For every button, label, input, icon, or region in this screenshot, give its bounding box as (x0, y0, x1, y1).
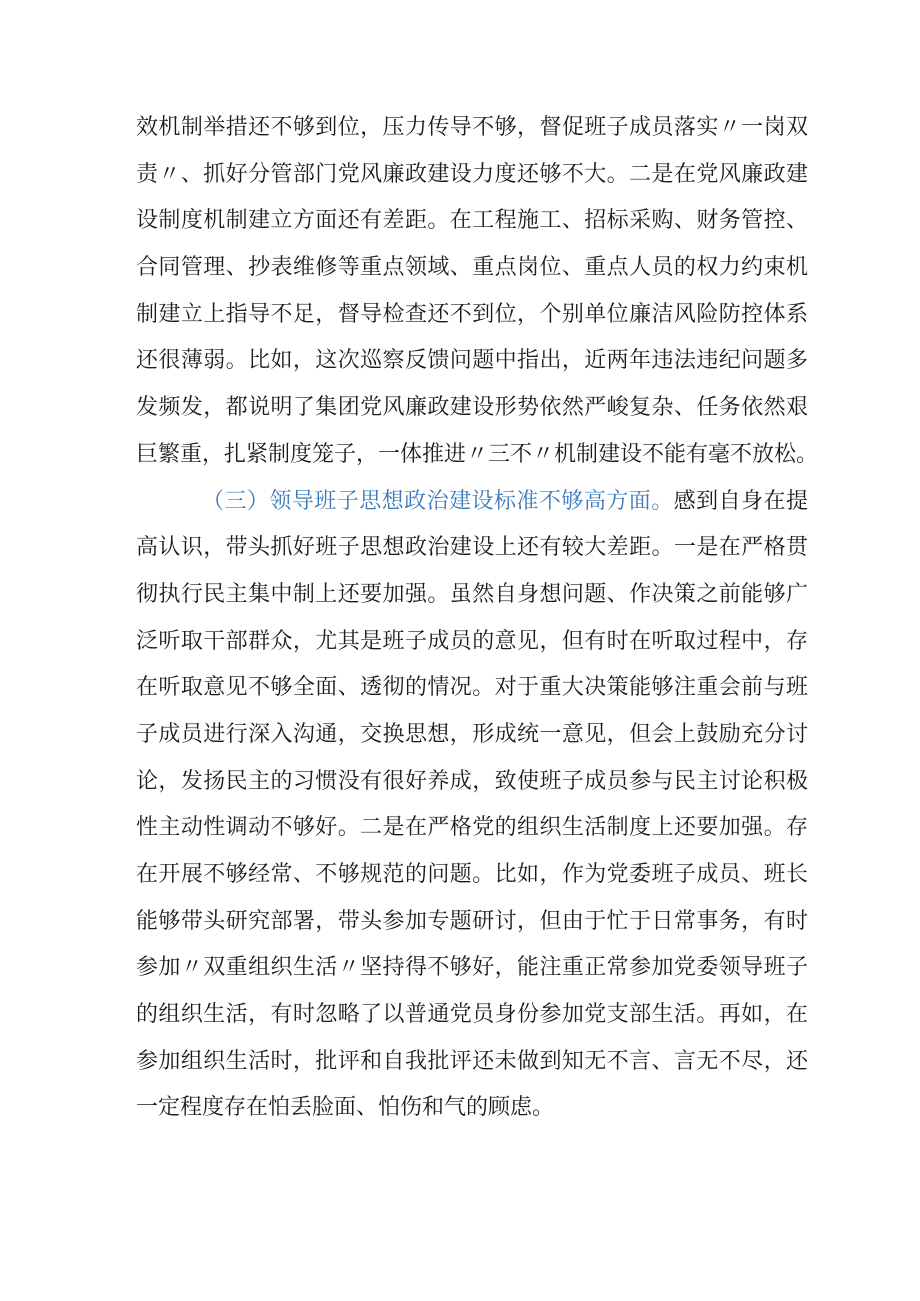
text-line: 的组织生活，有时忽略了以普通党员身份参加党支部生活。再如，在 (136, 1002, 808, 1028)
text-line: 合同管理、抄表维修等重点领域、重点岗位、重点人员的权力约束机 (136, 255, 808, 281)
text-line: 子成员进行深入沟通，交换思想，形成统一意见，但会上鼓励充分讨 (136, 721, 808, 747)
text-line: 制建立上指导不足，督导检查还不到位，个别单位廉洁风险防控体系 (136, 301, 808, 327)
text-line: 巨繁重，扎紧制度笼子，一体推进〃三不〃机制建设不能有毫不放松。 (136, 441, 819, 467)
text-line: 泛听取干部群众，尤其是班子成员的意见，但有时在听取过程中，存 (136, 628, 808, 654)
text-line: 责〃、抓好分管部门党风廉政建设力度还够不大。二是在党风廉政建 (136, 161, 808, 187)
text-line-last: 一定程度存在怕丢脸面、怕伤和气的顾虑。 (136, 1095, 555, 1121)
text-line: 设制度机制建立方面还有差距。在工程施工、招标采购、财务管控、 (136, 208, 808, 234)
text-line: 还很薄弱。比如，这次巡察反馈问题中指出，近两年违法违纪问题多 (136, 348, 808, 374)
text-line: 发频发，都说明了集团党风廉政建设形势依然严峻复杂、任务依然艰 (136, 395, 808, 421)
text-line: 能够带头研究部署，带头参加专题研讨，但由于忙于日常事务，有时 (136, 908, 808, 934)
text-line: 论，发扬民主的习惯没有很好养成，致使班子成员参与民主讨论积极 (136, 768, 808, 794)
text-line: 高认识，带头抓好班子思想政治建设上还有较大差距。一是在严格贯 (136, 535, 808, 561)
text-line: 性主动性调动不够好。二是在严格党的组织生活制度上还要加强。存 (136, 815, 808, 841)
text-line: 参加〃双重组织生活〃坚持得不够好，能注重正常参加党委领导班子 (136, 955, 808, 981)
text-line: 在开展不够经常、不够规范的问题。比如，作为党委班子成员、班长 (136, 862, 808, 887)
text-line: 彻执行民主集中制上还要加强。虽然自身想问题、作决策之前能够广 (136, 581, 808, 607)
text-line: 参加组织生活时，批评和自我批评还未做到知无不言、言无不尽，还 (136, 1048, 808, 1074)
body-text (136, 105, 819, 1132)
section-heading: （三）领导班子思想政治建设标准不够高方面。 (202, 488, 674, 514)
text-line: 效机制举措还不够到位，压力传导不够，督促班子成员落实〃一岗双 (136, 115, 808, 140)
section-first-line-rest: 感到自身在提 (673, 488, 808, 514)
section-first-line (136, 479, 808, 526)
text-line: 在听取意见不够全面、透彻的情况。对于重大决策能够注重会前与班 (136, 675, 808, 701)
